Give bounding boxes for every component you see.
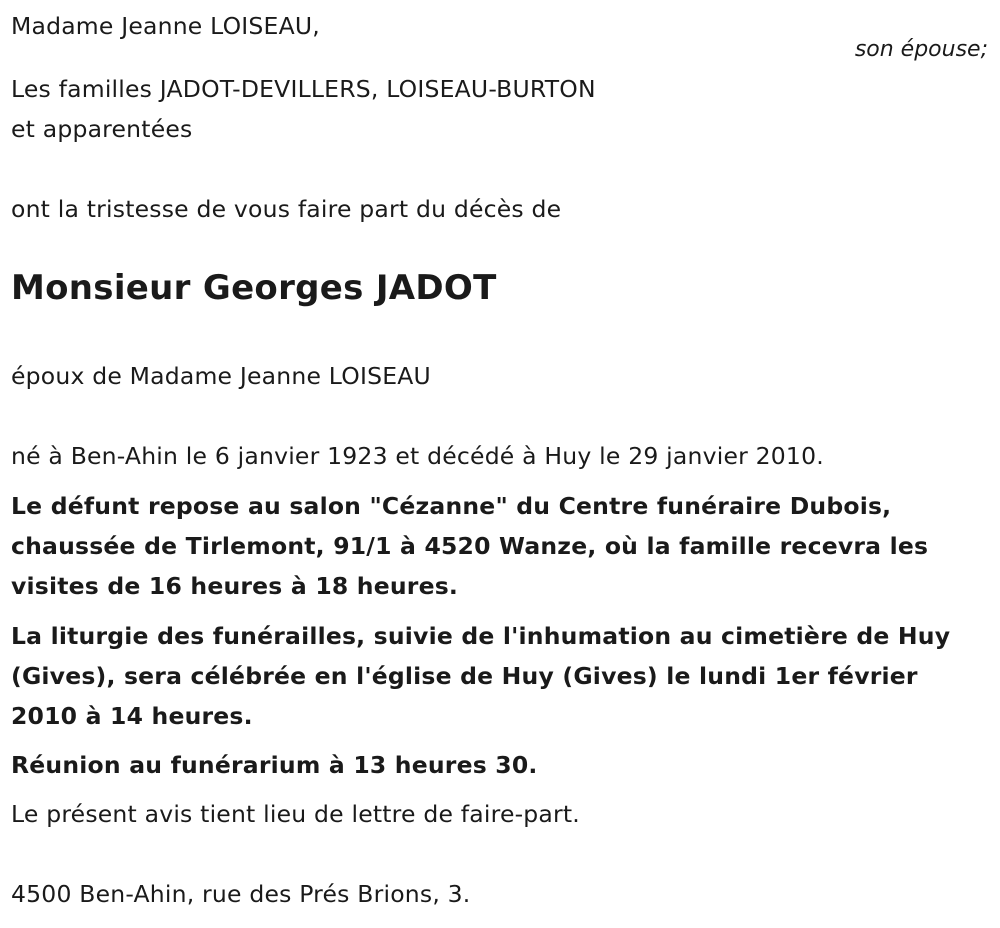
- repose-line-2: chaussée de Tirlemont, 91/1 à 4520 Wanze, où la famille recevra les: [11, 532, 929, 560]
- announcement-text: ont la tristesse de vous faire part du décès de: [11, 195, 562, 223]
- repose-line-3: visites de 16 heures à 18 heures.: [11, 572, 459, 600]
- widow-name: Madame Jeanne LOISEAU,: [11, 12, 320, 40]
- meeting-text: Réunion au funérarium à 13 heures 30.: [11, 751, 538, 779]
- notice-statement: Le présent avis tient lieu de lettre de faire-part.: [11, 800, 580, 828]
- address-text: 4500 Ben-Ahin, rue des Prés Brions, 3.: [11, 880, 471, 908]
- spouse-of-text: époux de Madame Jeanne LOISEAU: [11, 362, 431, 390]
- spouse-label: son épouse;: [854, 37, 988, 62]
- repose-line-1: Le défunt repose au salon "Cézanne" du Centre funéraire Dubois,: [11, 492, 892, 520]
- deceased-name: Monsieur Georges JADOT: [11, 268, 497, 308]
- families-line-2: et apparentées: [11, 115, 193, 143]
- liturgy-line-3: 2010 à 14 heures.: [11, 702, 253, 730]
- liturgy-line-2: (Gives), sera célébrée en l'église de Huy (Gives) le lundi 1er février: [11, 662, 918, 690]
- liturgy-line-1: La liturgie des funérailles, suivie de l'inhumation au cimetière de Huy: [11, 622, 951, 650]
- families-line-1: Les familles JADOT-DEVILLERS, LOISEAU-BURTON: [11, 75, 596, 103]
- birth-death-text: né à Ben-Ahin le 6 janvier 1923 et décédé à Huy le 29 janvier 2010.: [11, 442, 824, 470]
